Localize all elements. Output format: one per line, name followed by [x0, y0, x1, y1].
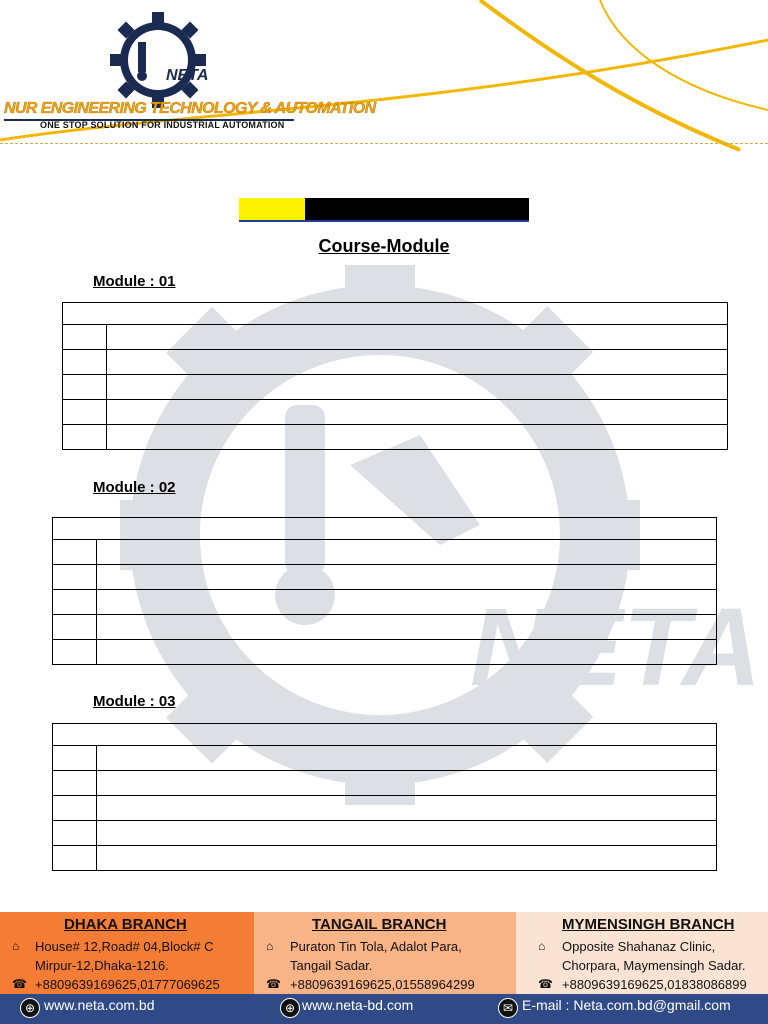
table-row — [53, 590, 717, 615]
table-row — [63, 375, 728, 400]
table-row — [53, 771, 717, 796]
website-link-1[interactable]: www.neta.com.bd — [44, 997, 155, 1013]
branch-name: DHAKA BRANCH — [64, 916, 187, 933]
branch-phone: +8809639169625,01838086899 — [562, 977, 747, 992]
home-icon: ⌂ — [538, 939, 546, 953]
table-row — [53, 821, 717, 846]
table-row — [53, 796, 717, 821]
table-row — [63, 425, 728, 450]
branch-name: TANGAIL BRANCH — [312, 916, 447, 933]
email-icon: ✉ — [498, 998, 518, 1018]
table-row — [63, 350, 728, 375]
home-icon: ⌂ — [266, 939, 274, 953]
branch-phone: +8809639169625,01777069625 — [35, 977, 220, 992]
footer-contact-strip — [0, 994, 768, 1024]
branch-address-line2: Mirpur-12,Dhaka-1216. — [35, 958, 169, 973]
home-icon: ⌂ — [12, 939, 20, 953]
footer-branch-tangail — [254, 912, 516, 994]
table-row — [63, 325, 728, 350]
globe-icon: ⊕ — [20, 998, 40, 1018]
page-footer — [0, 912, 768, 1024]
branch-address-line1: Puraton Tin Tola, Adalot Para, — [290, 939, 462, 954]
module-02-label: Module : 02 — [93, 479, 176, 496]
table-header-row — [53, 724, 717, 746]
title-bar-underline — [239, 220, 529, 222]
branch-address-line2: Tangail Sadar. — [290, 958, 373, 973]
table-row — [63, 400, 728, 425]
table-header-row — [63, 303, 728, 325]
page-title: Course-Module — [318, 236, 450, 256]
globe-icon: ⊕ — [280, 998, 300, 1018]
table-row — [53, 640, 717, 665]
phone-icon: ☎ — [12, 977, 27, 991]
branch-address-line2: Chorpara, Maymensingh Sadar. — [562, 958, 746, 973]
logo-text: NETA — [166, 67, 209, 84]
module-03-table — [52, 723, 717, 871]
phone-icon: ☎ — [538, 977, 553, 991]
table-row — [53, 565, 717, 590]
branch-address-line1: Opposite Shahanaz Clinic, — [562, 939, 716, 954]
branch-address-line1: House# 12,Road# 04,Block# C — [35, 939, 214, 954]
branch-name: MYMENSINGH BRANCH — [562, 916, 735, 933]
title-bar-yellow — [239, 198, 305, 220]
footer-branch-dhaka — [0, 912, 254, 994]
module-01-label: Module : 01 — [93, 273, 176, 290]
header-divider — [0, 143, 768, 144]
email-link[interactable]: E-mail : Neta.com.bd@gmail.com — [522, 997, 731, 1013]
footer-branch-mymensingh — [516, 912, 768, 994]
table-header-row — [53, 518, 717, 540]
module-01-table — [62, 302, 728, 450]
table-row — [53, 540, 717, 565]
branch-phone: +8809639169625,01558964299 — [290, 977, 475, 992]
phone-icon: ☎ — [266, 977, 281, 991]
module-03-label: Module : 03 — [93, 693, 176, 710]
website-link-2[interactable]: www.neta-bd.com — [302, 997, 414, 1013]
watermark-text: NETA — [470, 586, 762, 709]
table-row — [53, 615, 717, 640]
table-row — [53, 746, 717, 771]
module-02-table — [52, 517, 717, 665]
company-name: NUR ENGINEERING TECHNOLOGY & AUTOMATION — [4, 100, 376, 117]
table-row — [53, 846, 717, 871]
company-tagline: ONE STOP SOLUTION FOR INDUSTRIAL AUTOMATION — [40, 120, 285, 130]
company-logo — [108, 10, 208, 110]
title-bar-black — [305, 198, 529, 220]
